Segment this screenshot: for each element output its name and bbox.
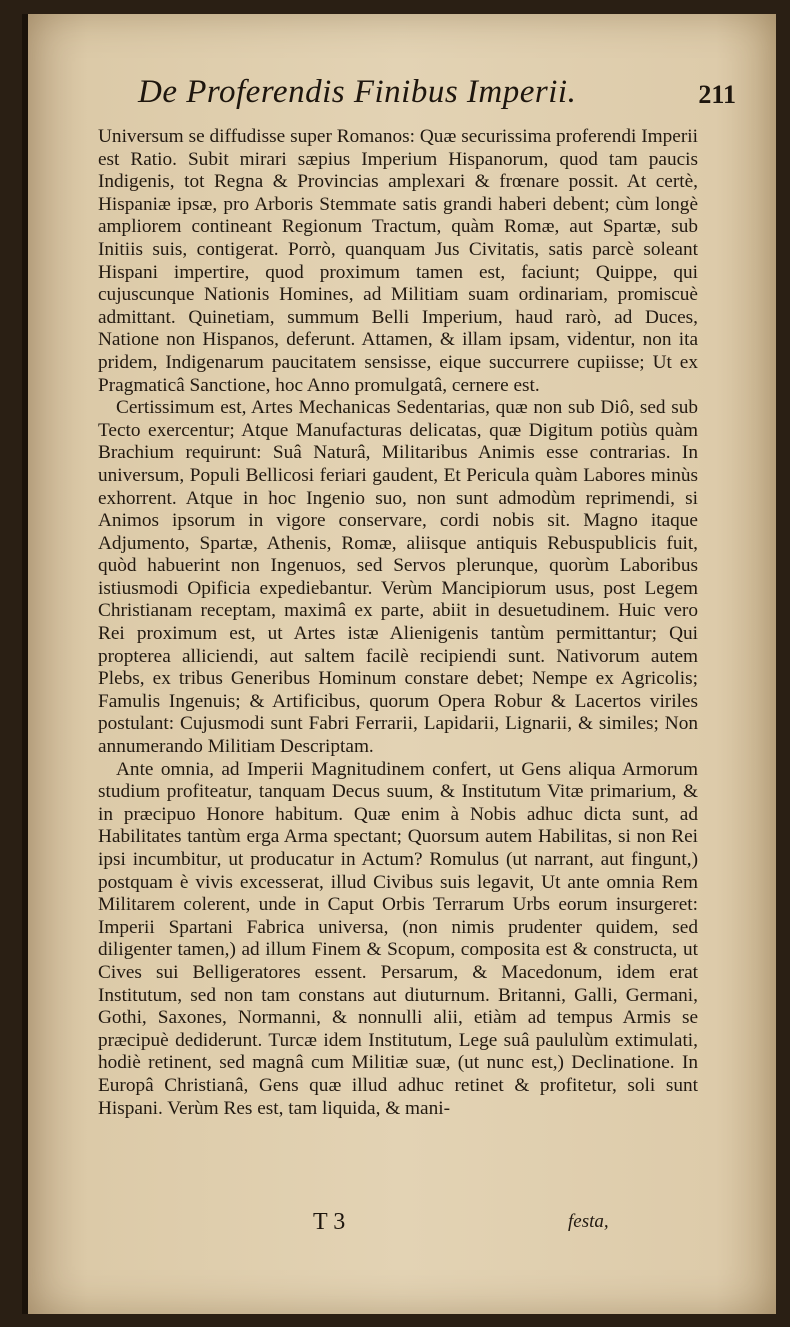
- book-page: [22, 14, 776, 1314]
- catchword: festa,: [568, 1211, 609, 1232]
- paragraph-3: Ante omnia, ad Imperii Magnitudinem confert, ut Gens aliqua Armorum studium profiteatur, tanquam Decus suum, & Institutum Vitæ primarium, & in præcipuo Honore habitum. Quæ enim à Nobis adhuc dicta sunt, ad Habilitates tantùm erga Arma spectant; Quorsum autem Habilitas, si non Rei ipsi incumbitur, ut producatur in Actum? Romulus (ut narrant, aut fingunt,) postquam è vivis excesserat, illud Civibus suis legavit, Ut ante omnia Rem Militarem colerent, unde in Caput Orbis Terrarum Urbs eorum insurgeret: Imperii Spartani Fabrica universa, (non nimis prudenter quidem, sed diligenter tamen,) ad illum Finem & Scopum, composita est & constructa, ut Cives sui Belligeratores essent. Persarum, & Macedonum, idem erat Institutum, sed non tam constans aut diuturnum. Britanni, Galli, Germani, Gothi, Saxones, Normanni, & nonnulli alii, etiàm ad tempus Armis se præcipuè dediderunt. Turcæ idem Institutum, Lege suâ paululùm extimulati, hodiè retinent, sed magnâ cum Militiæ suæ, (ut nunc est,) Declinatione. In Europâ Christianâ, Gens quæ illud adhuc retinet & profitetur, soli sunt Hispani. Verùm Res est, tam liquida, & mani-: [98, 758, 698, 1119]
- paragraph-1: Universum se diffudisse super Romanos: Quæ securissima proferendi Imperii est Ratio. Subit mirari sæpius Imperium Hispanorum, quod tam paucis Indigenis, tot Regna & Provincias amplexari & frœnare possit. At certè, Hispaniæ ipsæ, pro Arboris Stemmate satis grandi haberi debent; cùm longè ampliorem contineant Regionum Tractum, quàm Romæ, aut Spartæ, sub Initiis suis, contigerat. Porrò, quanquam Jus Civitatis, satis parcè soleant Hispani impertire, quod proximum tamen est, faciunt; Quippe, qui cujuscunque Nationis Homines, ad Militiam suam ordinariam, promiscuè admittant. Quinetiam, summum Belli Imperium, haud rarò, ad Duces, Natione non Hispanos, deferunt. Attamen, & illam ipsam, videntur, non ita pridem, Indigenarum paucitatem sensisse, eique succurrere cupiisse; Ut ex Pragmaticâ Sanctione, hoc Anno promulgatâ, cernere est.: [98, 126, 698, 396]
- paragraph-2: Certissimum est, Artes Mechanicas Sedentarias, quæ non sub Diô, sed sub Tecto exercentur; Atque Manufacturas delicatas, quæ Digitum potiùs quàm Brachium requirunt: Suâ Naturâ, Militaribus Animis esse contrarias. In universum, Populi Bellicosi feriari gaudent, Et Pericula quàm Labores minùs exhorrent. Atque in hoc Ingenio suo, non sunt admodùm reprimendi, si Animos ipsorum in vigore conservare, cordi nobis sit. Magno itaque Adjumento, Spartæ, Athenis, Romæ, aliisque antiquis Rebuspublicis fuit, quòd habuerint non Ingenuos, sed Servos plerunque, quorùm Laboribus istiusmodi Opificia expediebantur. Verùm Mancipiorum usus, post Legem Christianam receptam, maximâ ex parte, abiit in desuetudinem. Huic vero Rei proximum est, ut Artes istæ Alienigenis tantùm permittantur; Qui propterea alliciendi, aut saltem facilè recipiendi sunt. Nativorum autem Plebs, ex tribus Generibus Hominum constare debet; Nempe ex Agricolis; Famulis Ingenuis; & Artificibus, quorum Opera Robur & Lacertos viriles postulant: Cujusmodi sunt Fabri Ferrarii, Lapidarii, Lignarii, & similes; Non annumerando Militiam Descriptam.: [98, 397, 698, 758]
- body-text: [98, 126, 698, 1206]
- running-head: De Proferendis Finibus Imperii.: [138, 74, 577, 110]
- page-number: 211: [698, 80, 736, 109]
- signature-mark: T 3: [313, 1209, 346, 1235]
